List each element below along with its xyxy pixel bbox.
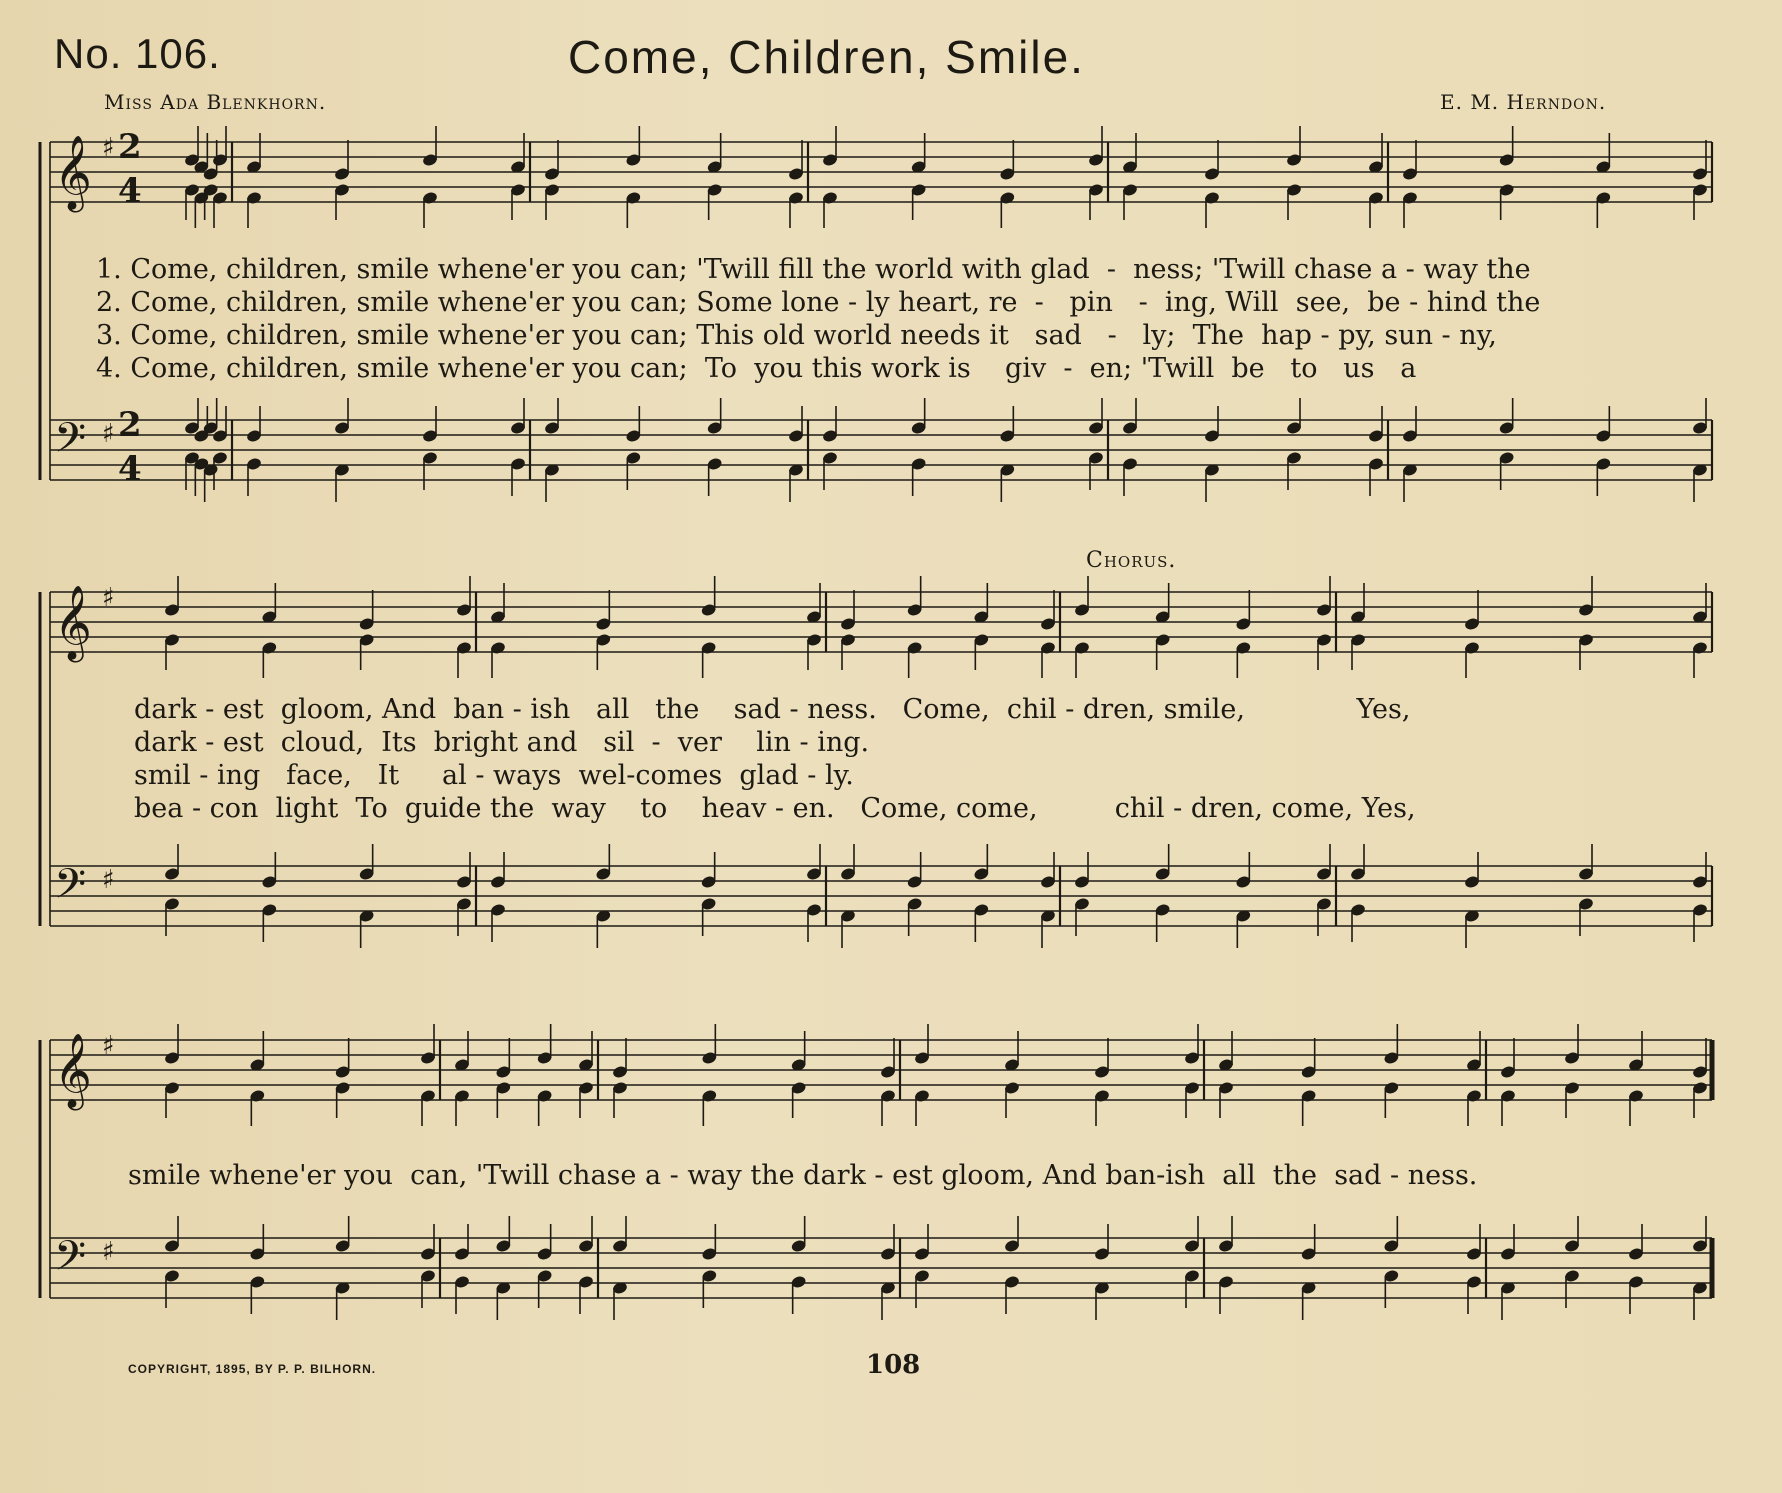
lyricist-credit: Miss Ada Blenkhorn.: [104, 90, 327, 114]
verse-4-line: 4. Come, children, smile whene'er you can; To you this work is giv - en; 'Twill be to us a: [96, 353, 1417, 384]
sharp-icon: ♯: [102, 1031, 115, 1061]
bass-clef-icon: 𝄢: [54, 860, 87, 918]
sharp-icon: ♯: [102, 865, 115, 895]
sharp-icon: ♯: [102, 133, 115, 163]
chorus-lyric-line: smile whene'er you can, 'Twill chase a - way the dark - est gloom, And ban-ish all the sad - ness.: [128, 1160, 1478, 1191]
bass-clef-icon: 𝄢: [54, 414, 87, 472]
verse-3-line: smil - ing face, It al - ways wel-comes glad - ly.: [134, 760, 854, 791]
verse-3-line: 3. Come, children, smile whene'er you can; This old world needs it sad - ly; The hap - py, sun - ny,: [96, 320, 1497, 351]
sharp-icon: ♯: [102, 583, 115, 613]
time-signature-denominator: 4: [118, 171, 142, 211]
composer-credit: E. M. Herndon.: [1440, 90, 1607, 114]
time-signature-numerator: 2: [118, 405, 142, 445]
hymn-number: No. 106.: [54, 30, 221, 77]
sharp-icon: ♯: [102, 1237, 115, 1267]
verse-2-line: 2. Come, children, smile whene'er you can; Some lone - ly heart, re - pin - ing, Will see, be - hind the: [96, 287, 1541, 318]
time-signature-numerator: 2: [118, 127, 142, 167]
sharp-icon: ♯: [102, 419, 115, 449]
copyright-notice: COPYRIGHT, 1895, BY P. P. BILHORN.: [128, 1362, 377, 1376]
chorus-label: Chorus.: [1086, 548, 1177, 573]
verse-2-line: dark - est cloud, Its bright and sil - ver lin - ing.: [134, 727, 870, 758]
verse-1-line: dark - est gloom, And ban - ish all the sad - ness. Come, chil - dren, smile, Yes,: [134, 694, 1411, 725]
treble-clef-icon: 𝄞: [54, 586, 92, 660]
treble-clef-icon: 𝄞: [54, 1034, 92, 1108]
treble-clef-icon: 𝄞: [54, 136, 92, 210]
verse-1-line: 1. Come, children, smile whene'er you can; 'Twill fill the world with glad - ness; 'Twill chase a - way the: [96, 254, 1531, 285]
page-number: 108: [866, 1350, 921, 1380]
time-signature-denominator: 4: [118, 449, 142, 489]
bass-clef-icon: 𝄢: [54, 1232, 87, 1290]
verse-4-line: bea - con light To guide the way to heav - en. Come, come, chil - dren, come, Yes,: [134, 793, 1416, 824]
hymn-title: Come, Children, Smile.: [568, 31, 1085, 83]
